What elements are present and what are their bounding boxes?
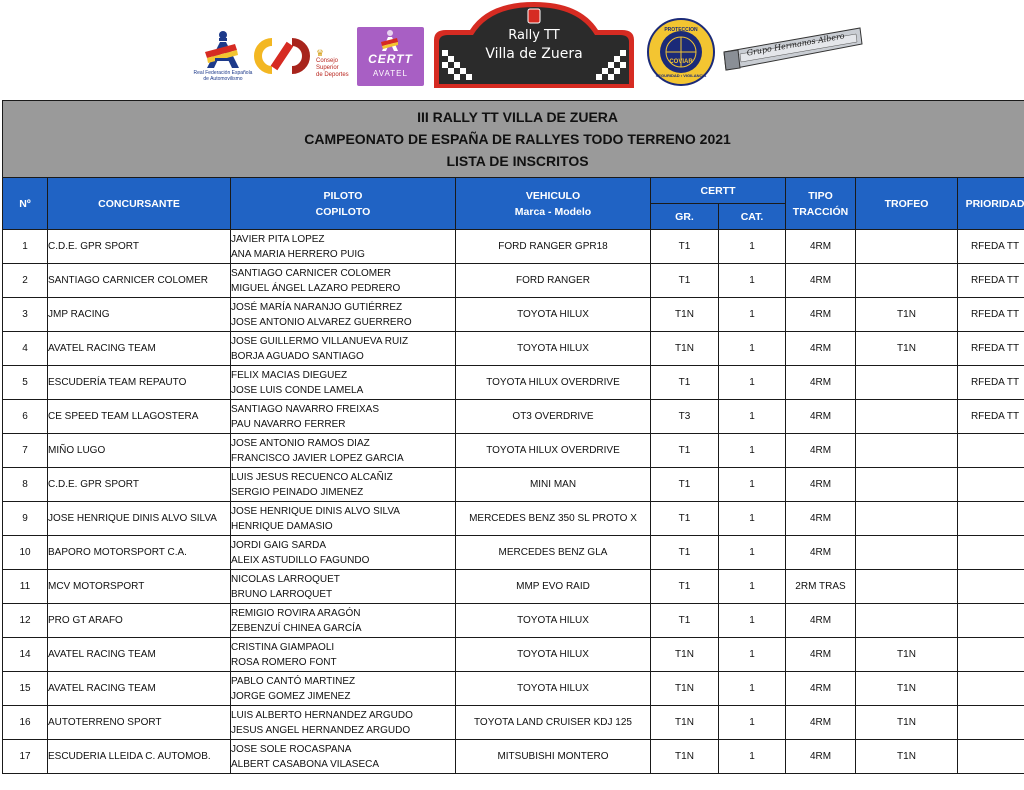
csd-caption-line: de Deportes: [316, 72, 349, 78]
cell-piloto: FELIX MACIAS DIEGUEZ: [231, 369, 348, 381]
entry-row: [3, 672, 1024, 706]
cell-crew: [231, 502, 456, 536]
cell-prioridad: RFEDA TT: [958, 332, 1024, 366]
cell-crew: [231, 434, 456, 468]
cell-vehiculo: MINI MAN: [456, 468, 651, 502]
cell-gr: T1: [651, 366, 719, 400]
cell-copiloto: BRUNO LARROQUET: [231, 588, 333, 600]
cell-cat: 1: [719, 604, 786, 638]
header-certt: CERTT: [651, 178, 786, 204]
cell-gr: T1N: [651, 332, 719, 366]
cell-copiloto: JOSE LUIS CONDE LAMELA: [231, 384, 364, 396]
cell-copiloto: HENRIQUE DAMASIO: [231, 520, 333, 532]
cell-num: 11: [3, 570, 48, 604]
cell-piloto: NICOLAS LARROQUET: [231, 573, 340, 585]
cell-traccion: 4RM: [786, 332, 856, 366]
cell-gr: T1: [651, 570, 719, 604]
entry-row: [3, 230, 1024, 264]
cell-cat: 1: [719, 536, 786, 570]
cell-gr: T1: [651, 536, 719, 570]
cell-num: 3: [3, 298, 48, 332]
cell-trofeo: T1N: [856, 638, 958, 672]
cell-prioridad: RFEDA TT: [958, 230, 1024, 264]
cell-concursante: AVATEL RACING TEAM: [48, 672, 231, 706]
coviar-logo: [647, 18, 715, 86]
cell-trofeo: T1N: [856, 298, 958, 332]
header-tipo-traccion: [786, 178, 856, 230]
cell-cat: 1: [719, 468, 786, 502]
cell-concursante: BAPORO MOTORSPORT C.A.: [48, 536, 231, 570]
document-title: [3, 101, 1024, 178]
cell-crew: [231, 468, 456, 502]
cell-cat: 1: [719, 230, 786, 264]
header-prioridad: PRIORIDAD: [958, 178, 1024, 230]
cell-crew: [231, 230, 456, 264]
cell-concursante: ESCUDERIA LLEIDA C. AUTOMOB.: [48, 740, 231, 774]
cell-traccion: 4RM: [786, 230, 856, 264]
cell-piloto: SANTIAGO CARNICER COLOMER: [231, 267, 392, 279]
cell-copiloto: JESUS ANGEL HERNANDEZ ARGUDO: [231, 724, 411, 736]
cell-traccion: 4RM: [786, 706, 856, 740]
crown-icon: ♛: [316, 48, 325, 58]
cell-traccion: 4RM: [786, 502, 856, 536]
cell-num: 16: [3, 706, 48, 740]
cell-concursante: MIÑO LUGO: [48, 434, 231, 468]
header-copiloto: COPILOTO: [315, 205, 371, 218]
cell-vehiculo: TOYOTA HILUX: [456, 332, 651, 366]
cell-num: 9: [3, 502, 48, 536]
header-vehiculo: [456, 178, 651, 230]
cell-vehiculo: FORD RANGER GPR18: [456, 230, 651, 264]
cell-num: 2: [3, 264, 48, 298]
entry-row: [3, 604, 1024, 638]
cell-copiloto: ANA MARIA HERRERO PUIG: [231, 248, 365, 260]
header-piloto-copiloto: [231, 178, 456, 230]
cell-vehiculo: TOYOTA HILUX OVERDRIVE: [456, 366, 651, 400]
cell-piloto: JOSE SOLE ROCASPANA: [231, 743, 352, 755]
cell-vehiculo: TOYOTA HILUX OVERDRIVE: [456, 434, 651, 468]
cell-cat: 1: [719, 570, 786, 604]
cell-copiloto: ZEBENZUÍ CHINEA GARCÍA: [231, 622, 362, 634]
cell-concursante: AVATEL RACING TEAM: [48, 332, 231, 366]
cell-crew: [231, 400, 456, 434]
cell-gr: T1: [651, 502, 719, 536]
header-gr: GR.: [651, 204, 719, 230]
cell-gr: T1N: [651, 706, 719, 740]
cell-copiloto: PAU NAVARRO FERRER: [231, 418, 346, 430]
certt-subtitle: AVATEL: [373, 69, 408, 78]
cell-piloto: SANTIAGO NAVARRO FREIXAS: [231, 403, 379, 415]
header-traccion: TRACCIÓN: [792, 205, 849, 218]
cell-prioridad: [958, 638, 1024, 672]
cell-prioridad: RFEDA TT: [958, 264, 1024, 298]
cell-piloto: JOSE GUILLERMO VILLANUEVA RUIZ: [231, 335, 409, 347]
cell-trofeo: [856, 400, 958, 434]
cell-traccion: 4RM: [786, 366, 856, 400]
cell-cat: 1: [719, 366, 786, 400]
cell-crew: [231, 298, 456, 332]
rfeda-caption: Real Federación Española de Automovilismo: [193, 70, 253, 82]
certt-title: CERTT: [368, 52, 413, 66]
cell-piloto: LUIS ALBERTO HERNANDEZ ARGUDO: [231, 709, 413, 721]
cell-num: 10: [3, 536, 48, 570]
cell-traccion: 4RM: [786, 298, 856, 332]
cell-crew: [231, 366, 456, 400]
rally-plate-logo: [430, 0, 638, 90]
cell-num: 7: [3, 434, 48, 468]
coviar-middle-text: COVIAR: [669, 59, 693, 65]
header-tipo: TIPO: [808, 189, 833, 202]
cell-piloto: JAVIER PITA LOPEZ: [231, 233, 325, 245]
cell-concursante: MCV MOTORSPORT: [48, 570, 231, 604]
cell-piloto: PABLO CANTÓ MARTINEZ: [231, 675, 356, 687]
cell-prioridad: [958, 570, 1024, 604]
cell-num: 6: [3, 400, 48, 434]
cell-vehiculo: OT3 OVERDRIVE: [456, 400, 651, 434]
cell-traccion: 4RM: [786, 536, 856, 570]
cell-concursante: AVATEL RACING TEAM: [48, 638, 231, 672]
cell-num: 12: [3, 604, 48, 638]
header-vehiculo-label: VEHICULO: [525, 189, 581, 202]
cell-trofeo: T1N: [856, 332, 958, 366]
cell-piloto: JORDI GAIG SARDA: [231, 539, 327, 551]
cell-cat: 1: [719, 332, 786, 366]
certt-logo: [357, 27, 424, 86]
cell-trofeo: [856, 468, 958, 502]
cell-traccion: 4RM: [786, 264, 856, 298]
cell-cat: 1: [719, 672, 786, 706]
cell-vehiculo: TOYOTA HILUX: [456, 604, 651, 638]
cell-concursante: C.D.E. GPR SPORT: [48, 468, 231, 502]
entry-row: [3, 570, 1024, 604]
cell-vehiculo: MERCEDES BENZ GLA: [456, 536, 651, 570]
cell-trofeo: T1N: [856, 672, 958, 706]
cell-concursante: AUTOTERRENO SPORT: [48, 706, 231, 740]
cell-copiloto: JORGE GOMEZ JIMENEZ: [231, 690, 351, 702]
cell-cat: 1: [719, 400, 786, 434]
title-event: III RALLY TT VILLA DE ZUERA: [417, 109, 618, 125]
cell-crew: [231, 604, 456, 638]
cell-gr: T1N: [651, 638, 719, 672]
csd-emblem-icon: [250, 36, 314, 76]
cell-prioridad: RFEDA TT: [958, 298, 1024, 332]
cell-vehiculo: FORD RANGER: [456, 264, 651, 298]
cell-gr: T1N: [651, 298, 719, 332]
header-piloto: PILOTO: [323, 189, 363, 202]
cell-gr: T1: [651, 264, 719, 298]
cell-cat: 1: [719, 706, 786, 740]
cell-traccion: 2RM TRAS: [786, 570, 856, 604]
cell-trofeo: T1N: [856, 740, 958, 774]
cell-trofeo: [856, 536, 958, 570]
cell-prioridad: [958, 468, 1024, 502]
cell-copiloto: ALBERT CASABONA VILASECA: [231, 758, 380, 770]
title-list: LISTA DE INSCRITOS: [446, 153, 589, 169]
cell-crew: [231, 264, 456, 298]
cell-copiloto: JOSE ANTONIO ALVAREZ GUERRERO: [231, 316, 412, 328]
cell-crew: [231, 740, 456, 774]
cell-crew: [231, 332, 456, 366]
cell-trofeo: [856, 502, 958, 536]
cell-concursante: SANTIAGO CARNICER COLOMER: [48, 264, 231, 298]
csd-logo: [250, 36, 350, 76]
cell-cat: 1: [719, 638, 786, 672]
entry-row: [3, 264, 1024, 298]
cell-concursante: CE SPEED TEAM LLAGOSTERA: [48, 400, 231, 434]
cell-concursante: C.D.E. GPR SPORT: [48, 230, 231, 264]
cell-crew: [231, 570, 456, 604]
cell-vehiculo: MITSUBISHI MONTERO: [456, 740, 651, 774]
cell-trofeo: T1N: [856, 706, 958, 740]
entry-row: [3, 298, 1024, 332]
cell-prioridad: [958, 604, 1024, 638]
cell-num: 5: [3, 366, 48, 400]
cell-prioridad: RFEDA TT: [958, 400, 1024, 434]
entry-row: [3, 366, 1024, 400]
cell-gr: T1N: [651, 672, 719, 706]
title-championship: CAMPEONATO DE ESPAÑA DE RALLYES TODO TERRENO 2021: [304, 131, 731, 147]
entry-row: [3, 638, 1024, 672]
cell-cat: 1: [719, 264, 786, 298]
cell-traccion: 4RM: [786, 740, 856, 774]
header-num: Nº: [3, 178, 48, 230]
entry-row: [3, 332, 1024, 366]
rfeda-logo: [193, 30, 253, 86]
cell-prioridad: [958, 434, 1024, 468]
cell-traccion: 4RM: [786, 400, 856, 434]
rally-plate-icon: [430, 0, 638, 90]
sponsor-logo-bar: [0, 0, 1024, 98]
rally-plate-line1: Rally TT: [508, 28, 560, 43]
rally-plate-line2: Villa de Zuera: [485, 46, 583, 62]
cell-trofeo: [856, 366, 958, 400]
csd-caption-line: Superior: [316, 65, 339, 71]
cell-vehiculo: TOYOTA LAND CRUISER KDJ 125: [456, 706, 651, 740]
cell-trofeo: [856, 604, 958, 638]
cell-concursante: JOSE HENRIQUE DINIS ALVO SILVA: [48, 502, 231, 536]
cell-gr: T1: [651, 604, 719, 638]
rfeda-emblem-icon: [193, 30, 253, 70]
cell-copiloto: SERGIO PEINADO JIMENEZ: [231, 486, 364, 498]
cell-gr: T3: [651, 400, 719, 434]
cell-piloto: LUIS JESUS RECUENCO ALCAÑIZ: [231, 471, 393, 483]
cell-num: 17: [3, 740, 48, 774]
cell-gr: T1: [651, 468, 719, 502]
entry-row: [3, 502, 1024, 536]
certt-emblem-icon: [357, 27, 424, 55]
cell-trofeo: [856, 230, 958, 264]
cell-vehiculo: TOYOTA HILUX: [456, 298, 651, 332]
entry-row: [3, 434, 1024, 468]
cell-cat: 1: [719, 740, 786, 774]
csd-caption: [316, 49, 349, 79]
cell-prioridad: [958, 536, 1024, 570]
entry-row: [3, 706, 1024, 740]
cell-traccion: 4RM: [786, 434, 856, 468]
entry-row: [3, 740, 1024, 774]
cell-num: 4: [3, 332, 48, 366]
beam-logo: [720, 22, 865, 77]
cell-vehiculo: TOYOTA HILUX: [456, 672, 651, 706]
cell-trofeo: [856, 434, 958, 468]
coviar-top-text: PROTECCION: [664, 27, 698, 33]
cell-copiloto: FRANCISCO JAVIER LOPEZ GARCIA: [231, 452, 404, 464]
cell-prioridad: RFEDA TT: [958, 366, 1024, 400]
cell-piloto: REMIGIO ROVIRA ARAGÓN: [231, 607, 361, 619]
beam-text: Grupo Hermanos Albero: [745, 31, 846, 58]
cell-prioridad: [958, 706, 1024, 740]
coviar-bottom-text: SEGURIDAD • VIGILANCIA: [655, 73, 707, 78]
cell-copiloto: ALEIX ASTUDILLO FAGUNDO: [231, 554, 370, 566]
cell-crew: [231, 638, 456, 672]
cell-traccion: 4RM: [786, 672, 856, 706]
cell-crew: [231, 672, 456, 706]
cell-prioridad: [958, 672, 1024, 706]
cell-prioridad: [958, 740, 1024, 774]
cell-trofeo: [856, 264, 958, 298]
cell-cat: 1: [719, 298, 786, 332]
cell-num: 1: [3, 230, 48, 264]
entry-row: [3, 536, 1024, 570]
cell-trofeo: [856, 570, 958, 604]
cell-piloto: JOSE ANTONIO RAMOS DIAZ: [231, 437, 370, 449]
cell-num: 14: [3, 638, 48, 672]
cell-copiloto: MIGUEL ÁNGEL LAZARO PEDRERO: [231, 282, 401, 294]
cell-copiloto: ROSA ROMERO FONT: [231, 656, 337, 668]
header-trofeo: TROFEO: [856, 178, 958, 230]
csd-caption-line: Consejo: [316, 58, 339, 64]
cell-copiloto: BORJA AGUADO SANTIAGO: [231, 350, 364, 362]
cell-concursante: JMP RACING: [48, 298, 231, 332]
cell-piloto: JOSÉ MARÍA NARANJO GUTIÉRREZ: [231, 301, 403, 313]
cell-vehiculo: MMP EVO RAID: [456, 570, 651, 604]
cell-concursante: ESCUDERÍA TEAM REPAUTO: [48, 366, 231, 400]
cell-num: 15: [3, 672, 48, 706]
header-concursante: CONCURSANTE: [48, 178, 231, 230]
entry-row: [3, 400, 1024, 434]
cell-cat: 1: [719, 502, 786, 536]
cell-crew: [231, 706, 456, 740]
cell-crew: [231, 536, 456, 570]
cell-concursante: PRO GT ARAFO: [48, 604, 231, 638]
cell-vehiculo: MERCEDES BENZ 350 SL PROTO X: [456, 502, 651, 536]
header-marca-modelo: Marca - Modelo: [514, 205, 592, 218]
cell-prioridad: [958, 502, 1024, 536]
cell-vehiculo: TOYOTA HILUX: [456, 638, 651, 672]
entry-list-table: [2, 100, 1024, 774]
cell-gr: T1N: [651, 740, 719, 774]
cell-cat: 1: [719, 434, 786, 468]
cell-gr: T1: [651, 230, 719, 264]
cell-traccion: 4RM: [786, 638, 856, 672]
entry-row: [3, 468, 1024, 502]
cell-piloto: JOSE HENRIQUE DINIS ALVO SILVA: [231, 505, 400, 517]
cell-gr: T1: [651, 434, 719, 468]
header-cat: CAT.: [719, 204, 786, 230]
cell-piloto: CRISTINA GIAMPAOLI: [231, 641, 335, 653]
entry-rows: [3, 230, 1024, 774]
cell-traccion: 4RM: [786, 468, 856, 502]
cell-traccion: 4RM: [786, 604, 856, 638]
cell-num: 8: [3, 468, 48, 502]
